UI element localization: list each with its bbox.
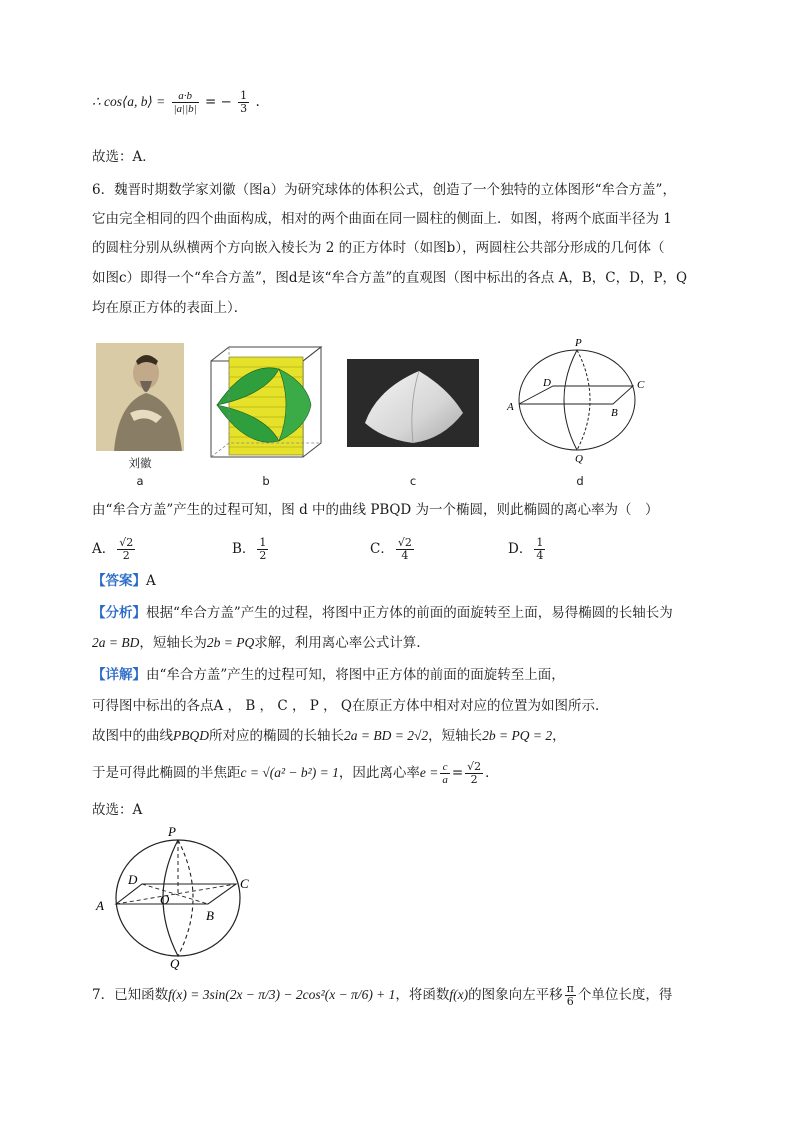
option-c: C． $\frac{√2}{4}$ xyxy=(370,535,412,562)
liu-hui-portrait-image xyxy=(96,343,184,451)
figure-d-diagram xyxy=(505,330,655,465)
figure-b-cube-cylinders xyxy=(207,343,325,461)
point-a: A xyxy=(507,401,514,413)
option-d: D． $\frac{1}{4}$ xyxy=(508,535,544,562)
figure-a-portrait xyxy=(96,343,184,451)
answer-line xyxy=(92,571,156,591)
point-p: P xyxy=(575,337,582,349)
answer-choice-1: 故选：A． xyxy=(92,149,156,165)
point-b-2: B xyxy=(206,908,214,923)
detail-line-1: 【详解】由“牟合方盖”产生的过程可知，将图中正方体的前面的面旋转至上面， xyxy=(92,667,565,683)
detail-line-4: 于是可得此椭圆的半焦距 c = √(a² − b²) = 1 ，因此离心率 e = $\frac{c}{a}$ = $\frac{√2}{2}$ ． xyxy=(92,759,499,786)
problem-6-line-5: 均在原正方体的表面上）． xyxy=(92,300,248,316)
point-b: B xyxy=(611,407,618,419)
figure-d-label: d xyxy=(576,474,584,488)
option-b: B． $\frac{1}{2}$ xyxy=(232,535,267,562)
problem-7-line-1: 7． 已知函数 f(x) = 3sin(2x − π/3) − 2cos²(x − π/6) + 1 ，将函数 f(x) 的图象向左平移 $\frac{\pi}{6}$ 个单位长度，得 xyxy=(92,981,673,1008)
answer-value: A xyxy=(146,573,156,589)
cos-expression: ∴ cos⟨a, b⟩ = xyxy=(92,94,166,109)
solution-figure-svg xyxy=(92,822,262,970)
detail-line-2: 可得图中标出的各点A ， B ， C ， P ， Q在原正方体中相对对应的位置为如图所示． xyxy=(92,698,609,714)
answer-tag: 【答案】 xyxy=(92,573,146,589)
point-o-2: O xyxy=(160,892,170,907)
top-formula: ∴ cos⟨a, b⟩ = $\frac{a\cdot b}{|a||b|}$ = − $\frac{1}{3}$ . xyxy=(92,89,260,115)
detail-line-3: 故图中的曲线PBQD所对应的椭圆的长轴长2a = BD = 2√2，短轴长2b = PQ = 2， xyxy=(92,728,566,744)
analysis-tag: 【分析】 xyxy=(92,605,146,621)
figure-b-label: b xyxy=(262,474,270,488)
option-a: A． $\frac{√2}{2}$ xyxy=(92,535,134,562)
point-d-2: D xyxy=(128,872,138,887)
figure-c-solid xyxy=(347,359,479,447)
result-fraction: $\frac{1}{3}$ xyxy=(240,89,248,115)
analysis-line-2: 2a = BD，短轴长为2b = PQ求解，利用离心率公式计算. xyxy=(92,635,421,651)
answer-choice-2: 故选：A xyxy=(92,802,143,818)
vector-fraction: $\frac{a\cdot b}{|a||b|}$ xyxy=(173,90,197,115)
detail-tag: 【详解】 xyxy=(92,667,146,683)
figure-d-svg xyxy=(505,330,655,465)
solution-figure xyxy=(92,822,262,970)
problem-6-line-3: 的圆柱分别从纵横两个方向嵌入棱长为 2 的正方体时（如图b），两圆柱公共部分形成的几何体（ xyxy=(92,240,665,256)
analysis-line-1: 【分析】根据“牟合方盖”产生的过程，将图中正方体的前面的面旋转至上面，易得椭圆的长轴长为 xyxy=(92,605,673,621)
point-q: Q xyxy=(575,453,583,465)
figure-a-label: a xyxy=(136,474,144,488)
point-c-2: C xyxy=(240,876,249,891)
mouhe-fanggai-render xyxy=(347,359,479,447)
point-q-2: Q xyxy=(170,956,180,970)
point-p-2: P xyxy=(168,824,176,839)
problem-6-question: 由“牟合方盖”产生的过程可知，图 d 中的曲线 PBQD 为一个椭圆，则此椭圆的离心率为（ ） xyxy=(92,502,659,518)
problem-6-line-2: 它由完全相同的四个曲面构成，相对的两个曲面在同一圆柱的侧面上．如图，将两个底面半径为 1 xyxy=(92,211,672,227)
point-c: C xyxy=(637,379,645,391)
point-d: D xyxy=(543,377,551,389)
cube-cylinders-drawing xyxy=(207,343,325,461)
problem-6-line-1: 6．魏晋时期数学家刘徽（图a）为研究球体的体积公式，创造了一个独特的立体图形“牟合方盖”， xyxy=(92,182,676,198)
problem-6-line-4: 如图c）即得一个“牟合方盖”，图d是该“牟合方盖”的直观图（图中标出的各点 A，B，C，D，P，Q xyxy=(92,270,688,286)
figure-a-name: 刘徽 xyxy=(128,456,152,470)
point-a-2: A xyxy=(96,898,104,913)
figure-c-label: c xyxy=(409,474,417,488)
